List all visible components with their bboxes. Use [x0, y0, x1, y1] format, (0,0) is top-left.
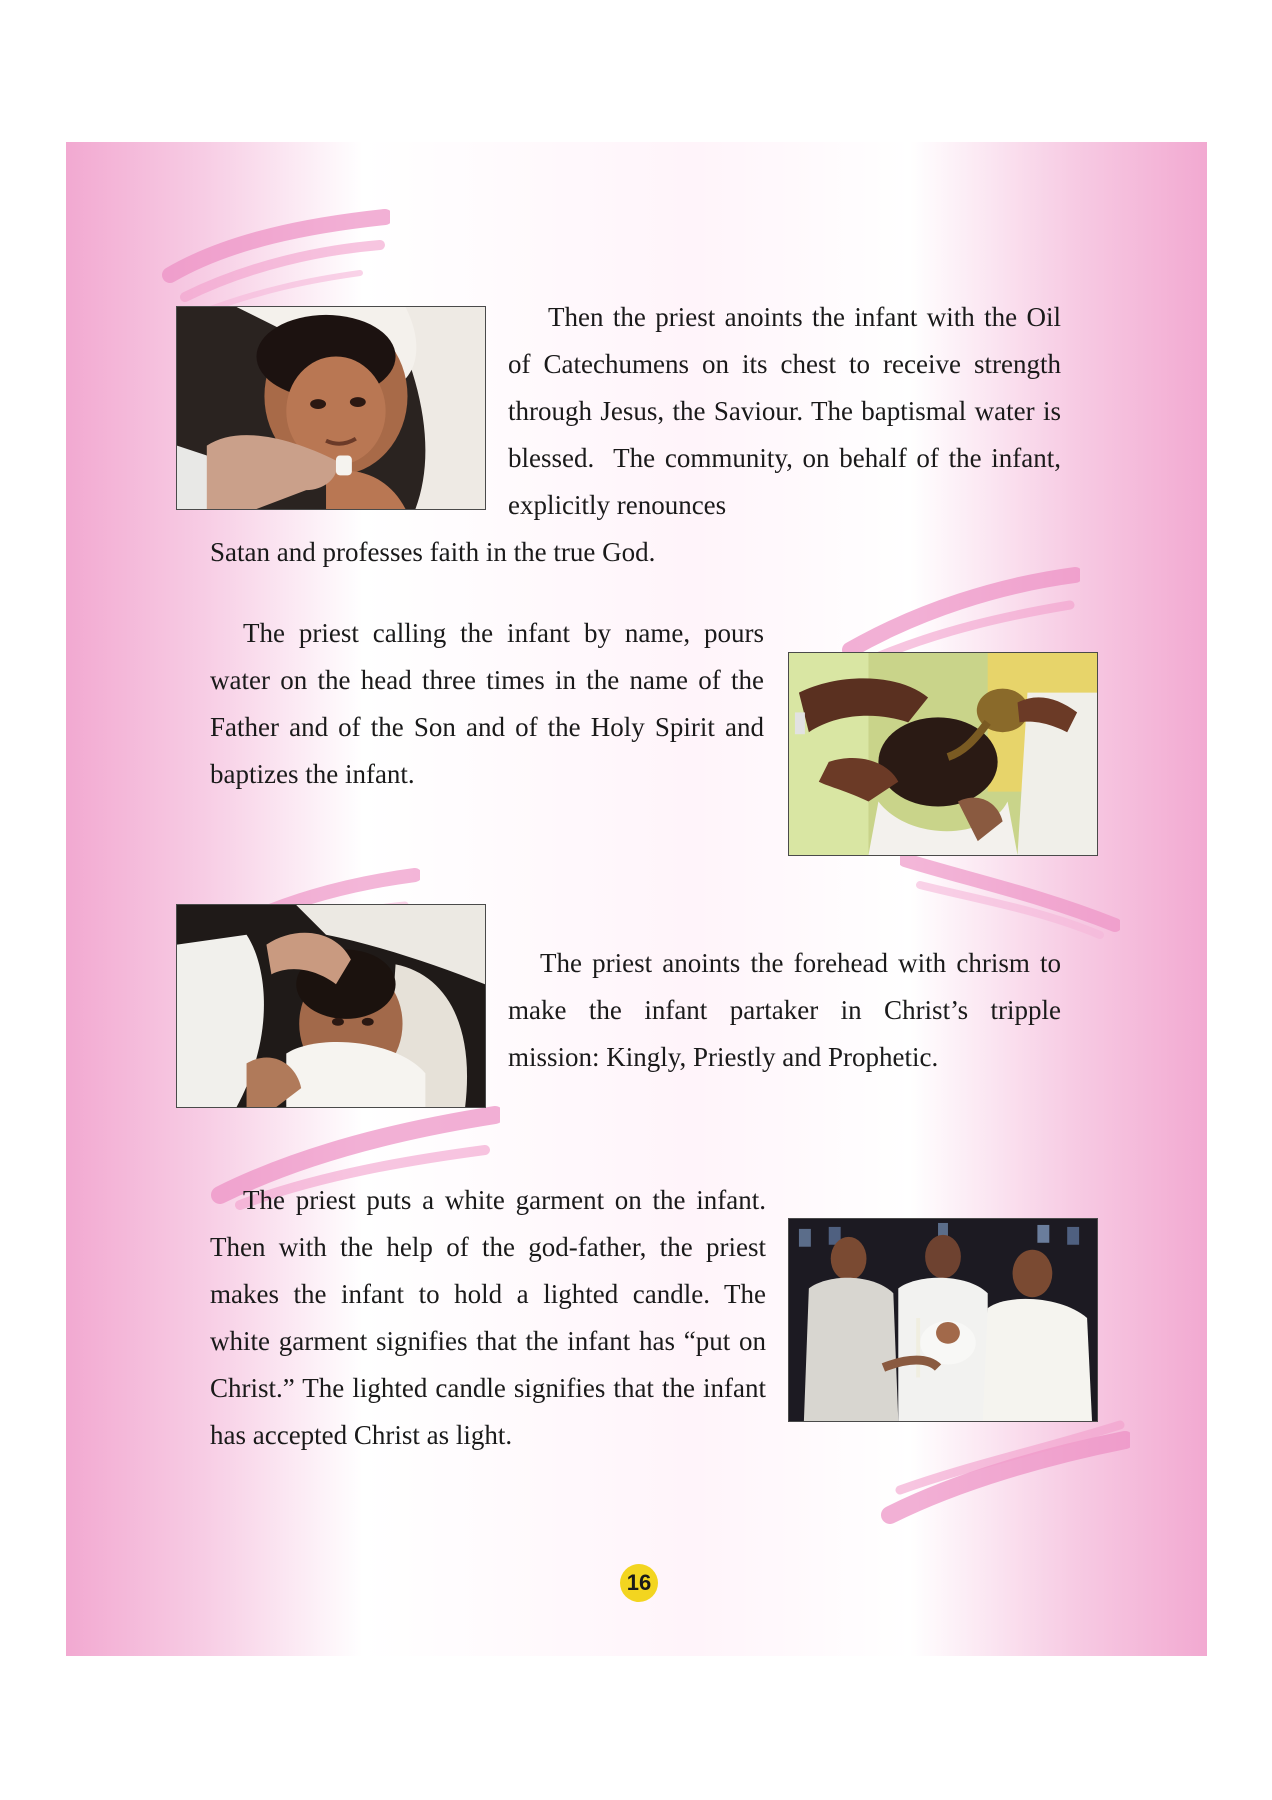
paragraph-2: The priest calling the infant by name, pours water on the head three times in the name of the Father and of the Son and of the Holy Spirit and baptizes the infant. [210, 618, 764, 789]
brush-stroke-6 [880, 1420, 1130, 1530]
paragraph-1-top: Then the priest anoints the infant with the Oil of Catechumens on its chest to receive strength through Jesus, the Saviour. The baptismal water is blessed. The community, on behalf of the infant, explicitly renounces [508, 302, 1061, 520]
photo-infant-anointed-chest [176, 306, 486, 510]
paragraph-3: The priest anoints the forehead with chrism to make the infant partaker in Christ’s tripple mission: Kingly, Priestly and Prophetic. [508, 948, 1061, 1072]
photo-forehead-anointed [176, 904, 486, 1108]
photo-family-with-candle [788, 1218, 1098, 1422]
photo-water-poured-on-head [788, 652, 1098, 856]
page-number-badge: 16 [620, 1564, 658, 1602]
paragraph-1-bottom: Satan and professes faith in the true God. [210, 537, 656, 567]
paragraph-4: The priest puts a white garment on the infant. Then with the help of the god-father, the priest makes the infant to hold a lighted candle. The white garment signifies that the infant has “put on Christ.” The lighted candle signifies that the infant has accepted Christ as light. [210, 1185, 766, 1450]
